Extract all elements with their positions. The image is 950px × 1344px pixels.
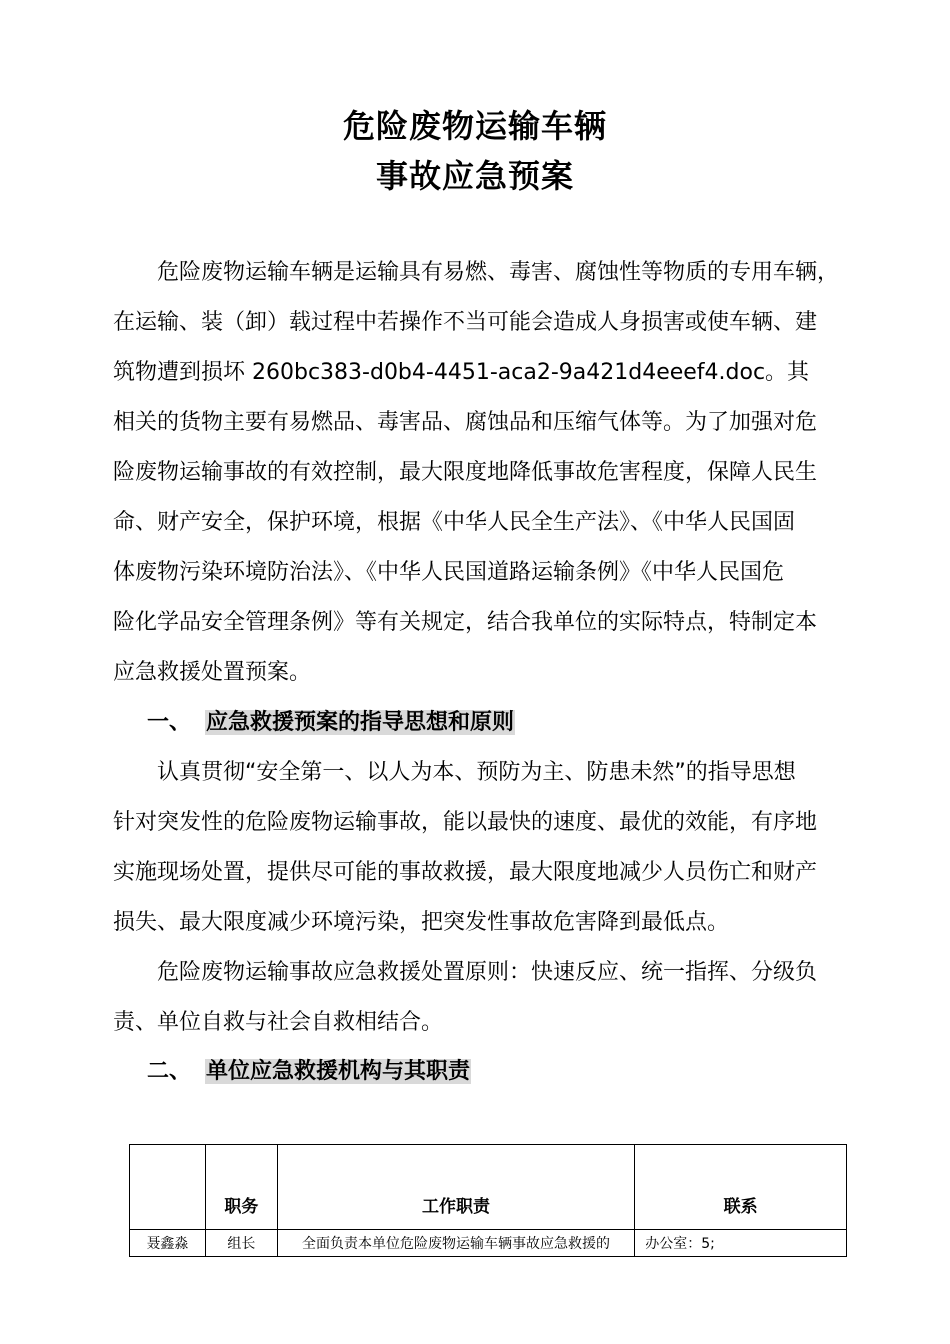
intro-line: 筑物遭到损坏 260bc383-d0b4-4451-aca2-9a421d4eeef4.doc。其 [113,360,810,385]
section1-line: 责、单位自救与社会自救相结合。 [113,1010,444,1035]
intro-line: 命、财产安全，保护环境，根据《中华人民全生产法》、《中华人民国固 [113,510,796,535]
document-title-line2: 事故应急预案 [375,157,574,195]
section1-number: 一、 [147,710,192,735]
duty-table [129,1144,847,1257]
table-row [130,1230,847,1257]
section2-number: 二、 [147,1059,192,1084]
section1-paragraph2 [113,948,848,1048]
intro-line: 在运输、装（卸）载过程中若操作不当可能会造成人身损害或使车辆、建 [113,310,818,335]
table-header-cell [130,1145,206,1230]
intro-line: 险废物运输事故的有效控制，最大限度地降低事故危害程度，保障人民生 [113,460,818,485]
section1-line: 认真贯彻“安全第一、以人为本、预防为主、防患未然”的指导思想 [157,760,796,785]
section1-line: 针对突发性的危险废物运输事故，能以最快的速度、最优的效能，有序地 [113,810,818,835]
document-title-line1: 危险废物运输车辆 [342,107,607,145]
section1-line: 损失、最大限度减少环境污染，把突发性事故危害降到最低点。 [113,910,730,935]
section2-heading [147,1057,471,1087]
section1-heading [147,708,515,738]
table-cell-name: 聂鑫淼 [130,1230,206,1257]
section1-paragraph1 [113,748,848,948]
intro-line: 危险废物运输车辆是运输具有易燃、毒害、腐蚀性等物质的专用车辆， [157,260,840,285]
section1-line: 危险废物运输事故应急救援处置原则：快速反应、统一指挥、分级负 [157,960,818,985]
table-header-cell: 职务 [205,1145,277,1230]
section1-line: 实施现场处置，提供尽可能的事故救援，最大限度地减少人员伤亡和财产 [113,860,818,885]
intro-line: 体废物污染环境防治法》、《中华人民国道路运输条例》《中华人民国危 [113,560,785,585]
table-cell-duty: 全面负责本单位危险废物运输车辆事故应急救援的 [277,1230,634,1257]
table-header-row [130,1145,847,1230]
intro-line: 相关的货物主要有易燃品、毒害品、腐蚀品和压缩气体等。为了加强对危 [113,410,818,435]
section2-title: 单位应急救援机构与其职责 [206,1059,471,1084]
table-header-cell: 联系 [635,1145,847,1230]
intro-paragraph [113,248,848,698]
table-cell-role: 组长 [205,1230,277,1257]
table-header-cell: 工作职责 [277,1145,634,1230]
section1-title: 应急救援预案的指导思想和原则 [206,710,515,735]
intro-line: 险化学品安全管理条例》等有关规定，结合我单位的实际特点，特制定本 [113,610,818,635]
table-cell-contact: 办公室：5; [635,1230,847,1257]
intro-line: 应急救援处置预案。 [113,660,312,685]
